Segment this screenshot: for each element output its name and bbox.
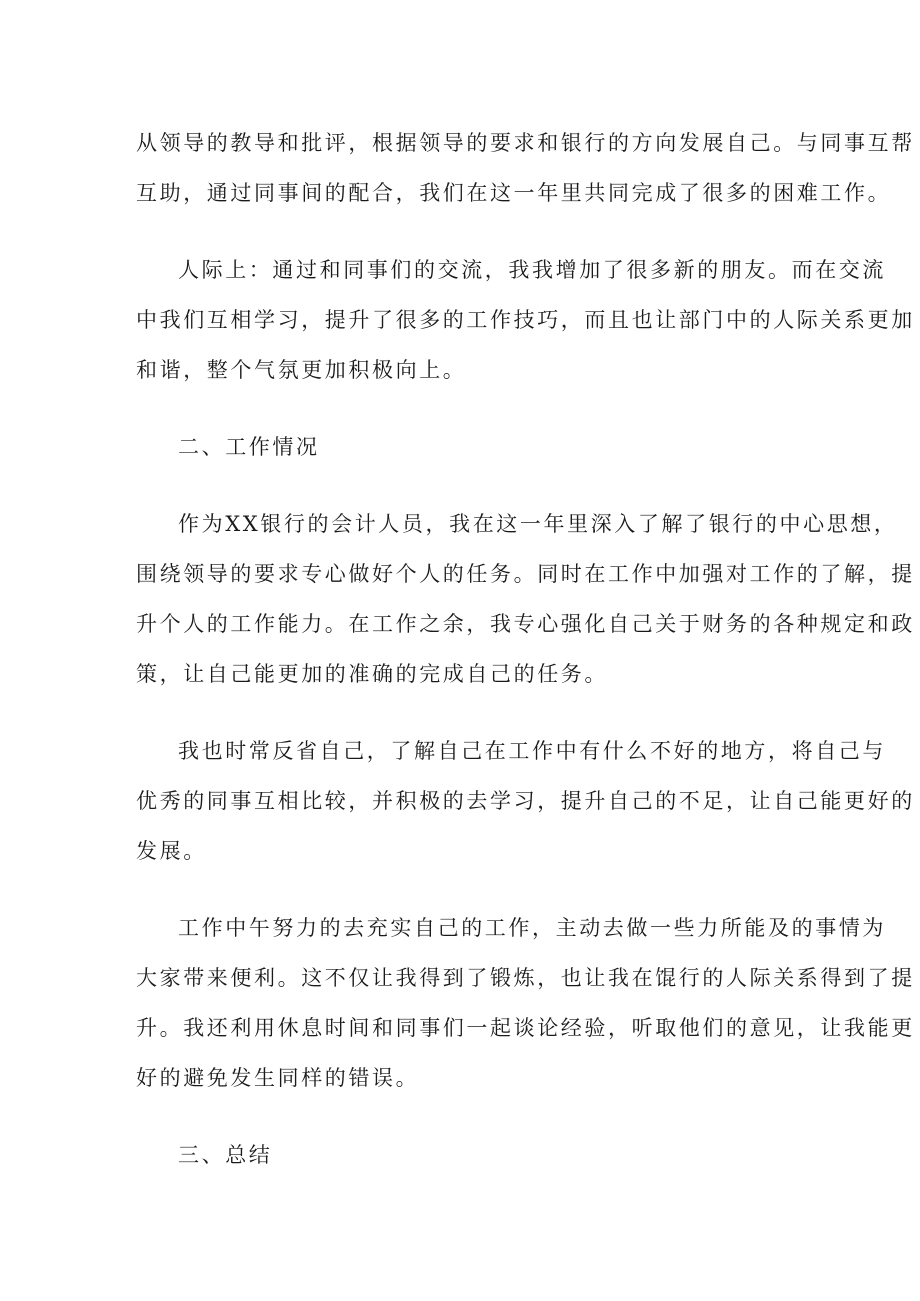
section-heading-summary: 三、总结	[178, 1143, 273, 1167]
text-line: 策，让自己能更加的准确的完成自己的任务。	[136, 662, 608, 686]
text-line: 人际上：通过和同事们的交流，我我增加了很多新的朋友。而在交流	[178, 258, 886, 282]
text-line: 大家带来便利。这不仅让我得到了锻炼，也让我在馄行的人际关系得到了提	[136, 966, 915, 990]
document-body	[136, 118, 915, 1180]
text-line: 升个人的工作能力。在工作之余，我专心强化自己关于财务的各种规定和政	[136, 612, 915, 636]
text-line: 我也时常反省自己，了解自己在工作中有什么不好的地方，将自己与	[178, 739, 886, 763]
text-line: 升。我还利用休息时间和同事们一起谈论经验，听取他们的意见，让我能更	[136, 1016, 915, 1040]
paragraph-1	[136, 118, 915, 218]
text-line: 从领导的教导和批评，根据领导的要求和银行的方向发展自己。与同事互帮	[136, 131, 915, 155]
text-line: 中我们互相学习，提升了很多的工作技巧，而且也让部门中的人际关系更加	[136, 308, 915, 332]
text-line: 互助，通过同事间的配合，我们在这一年里共同完成了很多的困难工作。	[136, 181, 892, 205]
text-line: 围绕领导的要求专心做好个人的任务。同时在工作中加强对工作的了解，提	[136, 562, 915, 586]
paragraph-5	[136, 903, 915, 1103]
paragraph-3	[136, 499, 915, 699]
paragraph-4	[136, 726, 915, 876]
section-heading-work-status: 二、工作情况	[178, 435, 320, 459]
paragraph-2	[136, 245, 915, 395]
text-line: 作为XX银行的会计人员，我在这一年里深入了解了银行的中心思想，	[178, 512, 898, 536]
text-line: 好的避免发生同样的错误。	[136, 1066, 420, 1090]
text-line: 优秀的同事互相比较，并积极的去学习，提升自己的不足，让自己能更好的	[136, 789, 915, 813]
text-line: 和谐，整个气氛更加积极向上。	[136, 358, 467, 382]
text-line: 工作中午努力的去充实自己的工作，主动去做一些力所能及的事情为	[178, 916, 886, 940]
text-line: 发展。	[136, 839, 207, 863]
